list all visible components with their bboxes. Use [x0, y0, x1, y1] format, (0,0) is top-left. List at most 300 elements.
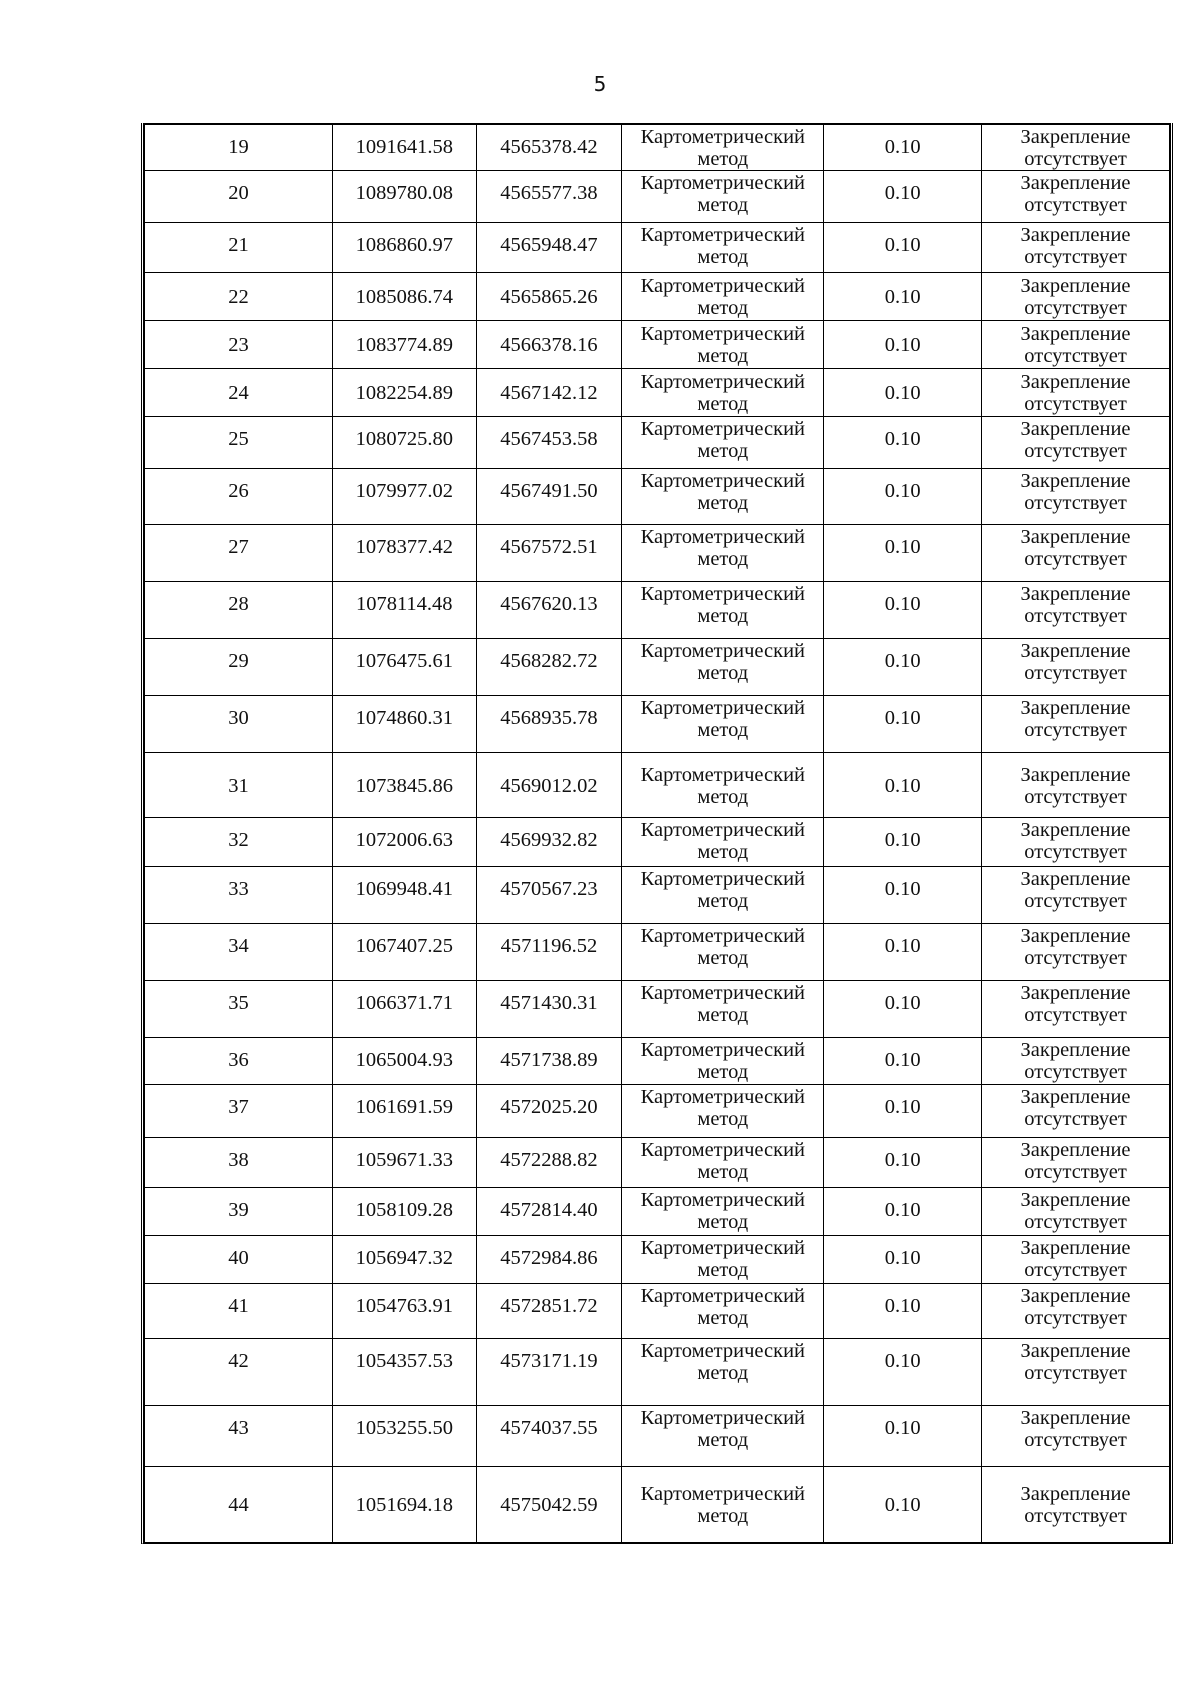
accuracy-cell	[824, 1406, 982, 1467]
y-coordinate-cell	[476, 582, 622, 639]
fixing-line: Закрепление	[1020, 583, 1131, 605]
y-coordinate-cell	[476, 867, 622, 924]
fixing-cell	[982, 1038, 1170, 1085]
accuracy-text: 0.10	[884, 829, 921, 851]
x-coordinate-cell	[332, 124, 476, 171]
point-number-text: 41	[228, 1295, 249, 1317]
point-number-text: 36	[228, 1049, 249, 1071]
point-number-cell	[145, 1406, 333, 1467]
table-row	[145, 639, 1170, 696]
y-coordinate-text: 4567142.12	[500, 382, 598, 404]
accuracy-cell	[824, 753, 982, 818]
y-coordinate-text: 4573171.19	[500, 1350, 598, 1372]
method-cell	[622, 1406, 824, 1467]
method-line: метод	[697, 1061, 749, 1083]
y-coordinate-text: 4568935.78	[500, 707, 598, 729]
x-coordinate-cell	[332, 1467, 476, 1543]
x-coordinate-text: 1082254.89	[355, 382, 453, 404]
method-line: метод	[697, 297, 749, 319]
fixing-cell	[982, 369, 1170, 417]
method-line: Картометрический	[640, 418, 806, 440]
accuracy-text: 0.10	[884, 1096, 921, 1118]
point-number-cell	[145, 696, 333, 753]
fixing-cell	[982, 981, 1170, 1038]
fixing-line: отсутствует	[1024, 492, 1127, 514]
point-number-cell	[145, 582, 333, 639]
accuracy-text: 0.10	[884, 536, 921, 558]
method-cell	[622, 1085, 824, 1138]
y-coordinate-text: 4565948.47	[500, 234, 598, 256]
x-coordinate-text: 1051694.18	[355, 1494, 453, 1516]
accuracy-text: 0.10	[884, 1350, 921, 1372]
x-coordinate-text: 1059671.33	[355, 1149, 453, 1171]
fixing-line: Закрепление	[1020, 275, 1131, 297]
table-row	[145, 1085, 1170, 1138]
y-coordinate-text: 4571738.89	[500, 1049, 598, 1071]
y-coordinate-cell	[476, 321, 622, 369]
x-coordinate-cell	[332, 1406, 476, 1467]
fixing-line: отсутствует	[1024, 890, 1127, 912]
fixing-cell	[982, 469, 1170, 525]
fixing-line: Закрепление	[1020, 925, 1131, 947]
accuracy-text: 0.10	[884, 1247, 921, 1269]
point-number-cell	[145, 469, 333, 525]
method-cell	[622, 818, 824, 867]
x-coordinate-text: 1069948.41	[355, 878, 453, 900]
method-cell	[622, 369, 824, 417]
table-row	[145, 1284, 1170, 1339]
fixing-cell	[982, 124, 1170, 171]
y-coordinate-cell	[476, 639, 622, 696]
method-cell	[622, 525, 824, 582]
table-row	[145, 1467, 1170, 1543]
table-row	[145, 924, 1170, 981]
fixing-line: Закрепление	[1020, 323, 1131, 345]
y-coordinate-cell	[476, 981, 622, 1038]
table-row	[145, 321, 1170, 369]
accuracy-text: 0.10	[884, 707, 921, 729]
fixing-cell	[982, 171, 1170, 223]
y-coordinate-text: 4566378.16	[500, 334, 598, 356]
accuracy-text: 0.10	[884, 1049, 921, 1071]
point-number-cell	[145, 1138, 333, 1188]
accuracy-cell	[824, 867, 982, 924]
method-line: Картометрический	[640, 126, 806, 148]
accuracy-text: 0.10	[884, 480, 921, 502]
y-coordinate-text: 4572851.72	[500, 1295, 598, 1317]
fixing-line: Закрепление	[1020, 126, 1131, 148]
accuracy-cell	[824, 124, 982, 171]
method-line: Картометрический	[640, 172, 806, 194]
fixing-cell	[982, 582, 1170, 639]
fixing-cell	[982, 321, 1170, 369]
x-coordinate-text: 1067407.25	[355, 935, 453, 957]
fixing-line: Закрепление	[1020, 470, 1131, 492]
method-line: Картометрический	[640, 697, 806, 719]
fixing-cell	[982, 1467, 1170, 1543]
y-coordinate-text: 4567620.13	[500, 593, 598, 615]
x-coordinate-text: 1054763.91	[355, 1295, 453, 1317]
fixing-line: Закрепление	[1020, 1189, 1131, 1211]
y-coordinate-cell	[476, 1138, 622, 1188]
method-line: Картометрический	[640, 1086, 806, 1108]
point-number-cell	[145, 273, 333, 321]
accuracy-cell	[824, 273, 982, 321]
y-coordinate-cell	[476, 469, 622, 525]
point-number-cell	[145, 1188, 333, 1236]
point-number-cell	[145, 1038, 333, 1085]
fixing-line: отсутствует	[1024, 1108, 1127, 1130]
method-cell	[622, 1236, 824, 1284]
method-line: Картометрический	[640, 275, 806, 297]
y-coordinate-cell	[476, 1085, 622, 1138]
y-coordinate-text: 4568282.72	[500, 650, 598, 672]
point-number-cell	[145, 924, 333, 981]
method-line: Картометрический	[640, 1285, 806, 1307]
method-line: Картометрический	[640, 1407, 806, 1429]
accuracy-cell	[824, 469, 982, 525]
method-line: метод	[697, 785, 749, 808]
x-coordinate-cell	[332, 273, 476, 321]
x-coordinate-cell	[332, 1284, 476, 1339]
method-cell	[622, 171, 824, 223]
method-line: метод	[697, 1505, 749, 1527]
method-line: метод	[697, 719, 749, 741]
fixing-line: отсутствует	[1024, 785, 1127, 808]
method-cell	[622, 1339, 824, 1406]
fixing-line: отсутствует	[1024, 662, 1127, 684]
method-cell	[622, 753, 824, 818]
accuracy-text: 0.10	[884, 428, 921, 450]
accuracy-cell	[824, 417, 982, 469]
fixing-line: отсутствует	[1024, 1362, 1127, 1384]
table-row	[145, 171, 1170, 223]
fixing-cell	[982, 924, 1170, 981]
fixing-line: отсутствует	[1024, 194, 1127, 216]
method-cell	[622, 273, 824, 321]
table-row	[145, 1406, 1170, 1467]
y-coordinate-text: 4574037.55	[500, 1417, 598, 1439]
y-coordinate-text: 4572814.40	[500, 1199, 598, 1221]
fixing-cell	[982, 867, 1170, 924]
point-number-text: 21	[228, 234, 249, 256]
point-number-text: 34	[228, 935, 249, 957]
y-coordinate-cell	[476, 1284, 622, 1339]
y-coordinate-text: 4571430.31	[500, 992, 598, 1014]
fixing-line: Закрепление	[1020, 1086, 1131, 1108]
x-coordinate-text: 1073845.86	[355, 774, 453, 797]
accuracy-text: 0.10	[884, 1295, 921, 1317]
table-row	[145, 981, 1170, 1038]
method-line: метод	[697, 345, 749, 367]
y-coordinate-text: 4567572.51	[500, 536, 598, 558]
method-line: метод	[697, 605, 749, 627]
x-coordinate-cell	[332, 1188, 476, 1236]
table-row	[145, 753, 1170, 818]
y-coordinate-cell	[476, 1406, 622, 1467]
accuracy-cell	[824, 1085, 982, 1138]
x-coordinate-text: 1056947.32	[355, 1247, 453, 1269]
point-number-text: 40	[228, 1247, 249, 1269]
method-cell	[622, 469, 824, 525]
coordinates-table-frame	[141, 123, 1173, 1544]
x-coordinate-text: 1091641.58	[355, 136, 453, 158]
x-coordinate-text: 1066371.71	[355, 992, 453, 1014]
accuracy-cell	[824, 696, 982, 753]
point-number-cell	[145, 124, 333, 171]
accuracy-text: 0.10	[884, 334, 921, 356]
x-coordinate-cell	[332, 867, 476, 924]
method-line: метод	[697, 947, 749, 969]
point-number-text: 19	[228, 136, 249, 158]
x-coordinate-text: 1083774.89	[355, 334, 453, 356]
x-coordinate-cell	[332, 1339, 476, 1406]
method-cell	[622, 924, 824, 981]
y-coordinate-cell	[476, 696, 622, 753]
x-coordinate-text: 1053255.50	[355, 1417, 453, 1439]
accuracy-text: 0.10	[884, 1199, 921, 1221]
y-coordinate-text: 4572984.86	[500, 1247, 598, 1269]
point-number-text: 37	[228, 1096, 249, 1118]
x-coordinate-cell	[332, 981, 476, 1038]
table-row	[145, 1236, 1170, 1284]
point-number-text: 32	[228, 829, 249, 851]
point-number-cell	[145, 1236, 333, 1284]
page-number: 5	[593, 72, 607, 96]
accuracy-cell	[824, 818, 982, 867]
point-number-cell	[145, 171, 333, 223]
method-line: Картометрический	[640, 583, 806, 605]
x-coordinate-text: 1054357.53	[355, 1350, 453, 1372]
fixing-line: Закрепление	[1020, 1483, 1131, 1505]
method-line: Картометрический	[640, 1189, 806, 1211]
table-row	[145, 525, 1170, 582]
point-number-cell	[145, 1085, 333, 1138]
accuracy-text: 0.10	[884, 136, 921, 158]
point-number-cell	[145, 867, 333, 924]
x-coordinate-text: 1079977.02	[355, 480, 453, 502]
accuracy-cell	[824, 171, 982, 223]
table-row	[145, 1339, 1170, 1406]
fixing-line: отсутствует	[1024, 1161, 1127, 1183]
fixing-line: Закрепление	[1020, 1285, 1131, 1307]
fixing-line: отсутствует	[1024, 345, 1127, 367]
method-line: метод	[697, 662, 749, 684]
method-cell	[622, 867, 824, 924]
method-line: метод	[697, 1259, 749, 1281]
y-coordinate-text: 4567491.50	[500, 480, 598, 502]
y-coordinate-cell	[476, 417, 622, 469]
fixing-line: Закрепление	[1020, 868, 1131, 890]
method-line: Картометрический	[640, 224, 806, 246]
method-cell	[622, 639, 824, 696]
method-cell	[622, 696, 824, 753]
fixing-line: отсутствует	[1024, 605, 1127, 627]
x-coordinate-text: 1078377.42	[355, 536, 453, 558]
method-line: Картометрический	[640, 925, 806, 947]
method-line: метод	[697, 393, 749, 415]
fixing-line: отсутствует	[1024, 1429, 1127, 1451]
fixing-line: Закрепление	[1020, 1407, 1131, 1429]
y-coordinate-cell	[476, 223, 622, 273]
accuracy-cell	[824, 525, 982, 582]
accuracy-cell	[824, 369, 982, 417]
accuracy-cell	[824, 924, 982, 981]
y-coordinate-cell	[476, 753, 622, 818]
y-coordinate-cell	[476, 525, 622, 582]
x-coordinate-text: 1078114.48	[355, 593, 453, 615]
x-coordinate-cell	[332, 924, 476, 981]
point-number-text: 22	[228, 286, 249, 308]
table-row	[145, 818, 1170, 867]
method-line: Картометрический	[640, 763, 806, 786]
method-cell	[622, 124, 824, 171]
accuracy-text: 0.10	[884, 286, 921, 308]
y-coordinate-text: 4565865.26	[500, 286, 598, 308]
point-number-text: 29	[228, 650, 249, 672]
fixing-cell	[982, 1284, 1170, 1339]
fixing-cell	[982, 639, 1170, 696]
x-coordinate-cell	[332, 1038, 476, 1085]
x-coordinate-text: 1065004.93	[355, 1049, 453, 1071]
method-cell	[622, 582, 824, 639]
coordinates-table	[144, 123, 1170, 1543]
method-line: Картометрический	[640, 1340, 806, 1362]
point-number-cell	[145, 417, 333, 469]
method-line: Картометрический	[640, 1039, 806, 1061]
method-cell	[622, 1467, 824, 1543]
accuracy-cell	[824, 1467, 982, 1543]
accuracy-cell	[824, 1284, 982, 1339]
y-coordinate-cell	[476, 273, 622, 321]
fixing-line: Закрепление	[1020, 819, 1131, 841]
y-coordinate-cell	[476, 818, 622, 867]
point-number-text: 25	[228, 428, 249, 450]
y-coordinate-text: 4571196.52	[500, 935, 598, 957]
y-coordinate-text: 4565577.38	[500, 182, 598, 204]
point-number-text: 27	[228, 536, 249, 558]
accuracy-text: 0.10	[884, 1494, 921, 1516]
x-coordinate-cell	[332, 696, 476, 753]
x-coordinate-text: 1061691.59	[355, 1096, 453, 1118]
method-line: метод	[697, 194, 749, 216]
point-number-text: 30	[228, 707, 249, 729]
accuracy-text: 0.10	[884, 182, 921, 204]
x-coordinate-cell	[332, 525, 476, 582]
table-row	[145, 1188, 1170, 1236]
x-coordinate-text: 1085086.74	[355, 286, 453, 308]
method-cell	[622, 417, 824, 469]
fixing-cell	[982, 818, 1170, 867]
method-line: метод	[697, 1211, 749, 1233]
fixing-line: отсутствует	[1024, 148, 1127, 170]
y-coordinate-cell	[476, 1038, 622, 1085]
point-number-text: 26	[228, 480, 249, 502]
accuracy-text: 0.10	[884, 593, 921, 615]
fixing-line: отсутствует	[1024, 1307, 1127, 1329]
fixing-line: Закрепление	[1020, 526, 1131, 548]
point-number-cell	[145, 525, 333, 582]
y-coordinate-cell	[476, 369, 622, 417]
table-row	[145, 1138, 1170, 1188]
method-line: метод	[697, 890, 749, 912]
table-row	[145, 273, 1170, 321]
fixing-cell	[982, 696, 1170, 753]
x-coordinate-text: 1058109.28	[355, 1199, 453, 1221]
accuracy-cell	[824, 582, 982, 639]
table-row	[145, 469, 1170, 525]
x-coordinate-text: 1080725.80	[355, 428, 453, 450]
point-number-text: 20	[228, 182, 249, 204]
fixing-line: Закрепление	[1020, 640, 1131, 662]
method-line: Картометрический	[640, 526, 806, 548]
fixing-line: отсутствует	[1024, 440, 1127, 462]
accuracy-cell	[824, 1188, 982, 1236]
accuracy-text: 0.10	[884, 1149, 921, 1171]
fixing-line: Закрепление	[1020, 1340, 1131, 1362]
fixing-line: Закрепление	[1020, 371, 1131, 393]
accuracy-text: 0.10	[884, 1417, 921, 1439]
y-coordinate-cell	[476, 171, 622, 223]
method-line: Картометрический	[640, 1483, 806, 1505]
fixing-line: Закрепление	[1020, 697, 1131, 719]
fixing-line: отсутствует	[1024, 246, 1127, 268]
fixing-cell	[982, 753, 1170, 818]
point-number-text: 42	[228, 1350, 249, 1372]
x-coordinate-cell	[332, 417, 476, 469]
x-coordinate-cell	[332, 1236, 476, 1284]
fixing-cell	[982, 525, 1170, 582]
accuracy-cell	[824, 1038, 982, 1085]
accuracy-cell	[824, 321, 982, 369]
y-coordinate-text: 4572288.82	[500, 1149, 598, 1171]
y-coordinate-text: 4565378.42	[500, 136, 598, 158]
point-number-cell	[145, 1284, 333, 1339]
point-number-cell	[145, 1339, 333, 1406]
method-cell	[622, 1138, 824, 1188]
fixing-line: отсутствует	[1024, 947, 1127, 969]
method-line: метод	[697, 841, 749, 863]
fixing-cell	[982, 1236, 1170, 1284]
y-coordinate-text: 4569932.82	[500, 829, 598, 851]
fixing-cell	[982, 273, 1170, 321]
y-coordinate-cell	[476, 1467, 622, 1543]
fixing-line: отсутствует	[1024, 719, 1127, 741]
accuracy-cell	[824, 1339, 982, 1406]
fixing-line: Закрепление	[1020, 418, 1131, 440]
method-line: метод	[697, 148, 749, 170]
fixing-line: отсутствует	[1024, 297, 1127, 319]
x-coordinate-cell	[332, 171, 476, 223]
point-number-text: 43	[228, 1417, 249, 1439]
point-number-text: 39	[228, 1199, 249, 1221]
fixing-line: Закрепление	[1020, 1139, 1131, 1161]
accuracy-text: 0.10	[884, 935, 921, 957]
fixing-cell	[982, 1138, 1170, 1188]
point-number-text: 33	[228, 878, 249, 900]
method-cell	[622, 1188, 824, 1236]
point-number-cell	[145, 321, 333, 369]
y-coordinate-cell	[476, 124, 622, 171]
y-coordinate-cell	[476, 1339, 622, 1406]
y-coordinate-cell	[476, 1188, 622, 1236]
point-number-text: 44	[228, 1494, 249, 1516]
method-line: метод	[697, 548, 749, 570]
method-line: метод	[697, 1108, 749, 1130]
fixing-cell	[982, 1188, 1170, 1236]
method-line: метод	[697, 1307, 749, 1329]
method-line: Картометрический	[640, 819, 806, 841]
